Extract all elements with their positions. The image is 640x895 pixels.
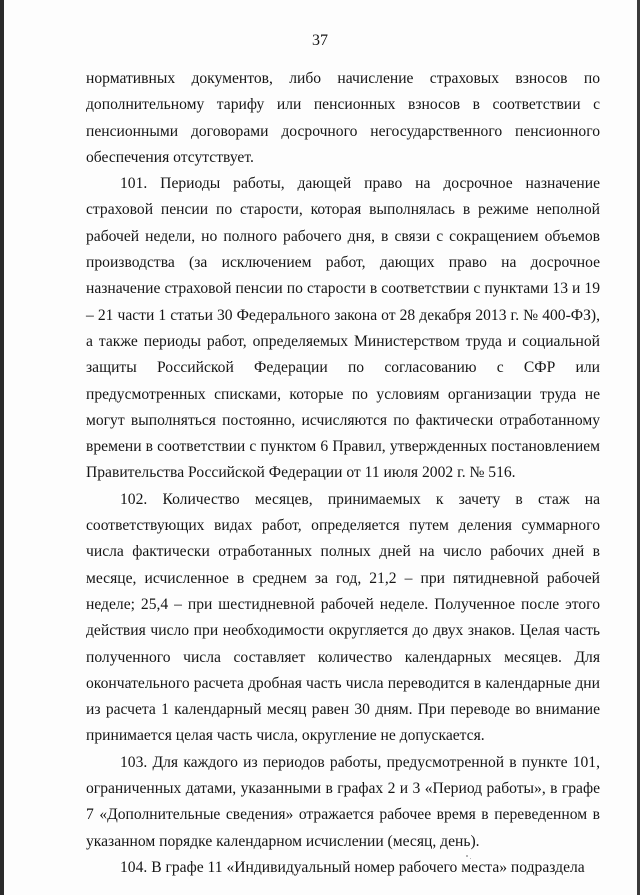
- page-number: 37: [312, 32, 328, 49]
- scan-speck: [466, 855, 468, 857]
- document-body: [86, 66, 600, 881]
- scan-speck: [470, 858, 471, 859]
- paragraph-item-101: 101. Периоды работы, дающей право на досрочное назначение страховой пенсии по старости, которая выполнялась в режиме неполной рабочей недели, но полного рабочего дня, в связи с сокращением объемов производства (за исключением работ, дающих право на досрочное назначение страховой пенсии по старости в соответствии с пунктами 13 и 19 – 21 части 1 статьи 30 Федерального закона от 28 декабря 2013 г. № 400-ФЗ), а также периоды работ, определяемых Министерством труда и социальной защиты Российской Федерации по согласованию с СФР или предусмотренных списками, которые по условиям организации труда не могут выполняться постоянно, исчисляются по фактически отработанному времени в соответствии с пунктом 6 Правил, утвержденных постановлением Правительства Российской Федерации от 11 июля 2002 г. № 516.: [86, 175, 600, 482]
- paragraph-item-104: 104. В графе 11 «Индивидуальный номер рабочего места» подраздела: [120, 858, 585, 876]
- paragraph-item-103: 103. Для каждого из периодов работы, предусмотренной в пункте 101, ограниченных датами, указанными в графах 2 и 3 «Период работы», в графе 7 «Дополнительные сведения» отражается рабочее время в переведенном в указанном порядке календарном исчислении (месяц, день).: [86, 753, 600, 850]
- paragraph-continuation: нормативных документов, либо начисление страховых взносов по дополнительному тарифу или пенсионных взносов в соответствии с пенсионными договорами досрочного негосударственного пенсионного обеспечения отсутствует.: [86, 70, 600, 166]
- scan-edge-left: [0, 0, 4, 895]
- paragraph-item-102: 102. Количество месяцев, принимаемых к зачету в стаж на соответствующих видах работ, определяется путем деления суммарного числа фактически отработанных полных дней на число рабочих дней в месяце, исчисленное в среднем за год, 21,2 – при пятидневной рабочей неделе; 25,4 – при шестидневной рабочей неделе. Полученное после этого действия число при необходимости округляется до двух знаков. Целая часть полученного числа составляет количество календарных месяцев. Для окончательного расчета дробная часть числа переводится в календарные дни из расчета 1 календарный месяц равен 30 дням. При переводе во внимание принимается целая часть числа, округление не допускается.: [86, 490, 600, 745]
